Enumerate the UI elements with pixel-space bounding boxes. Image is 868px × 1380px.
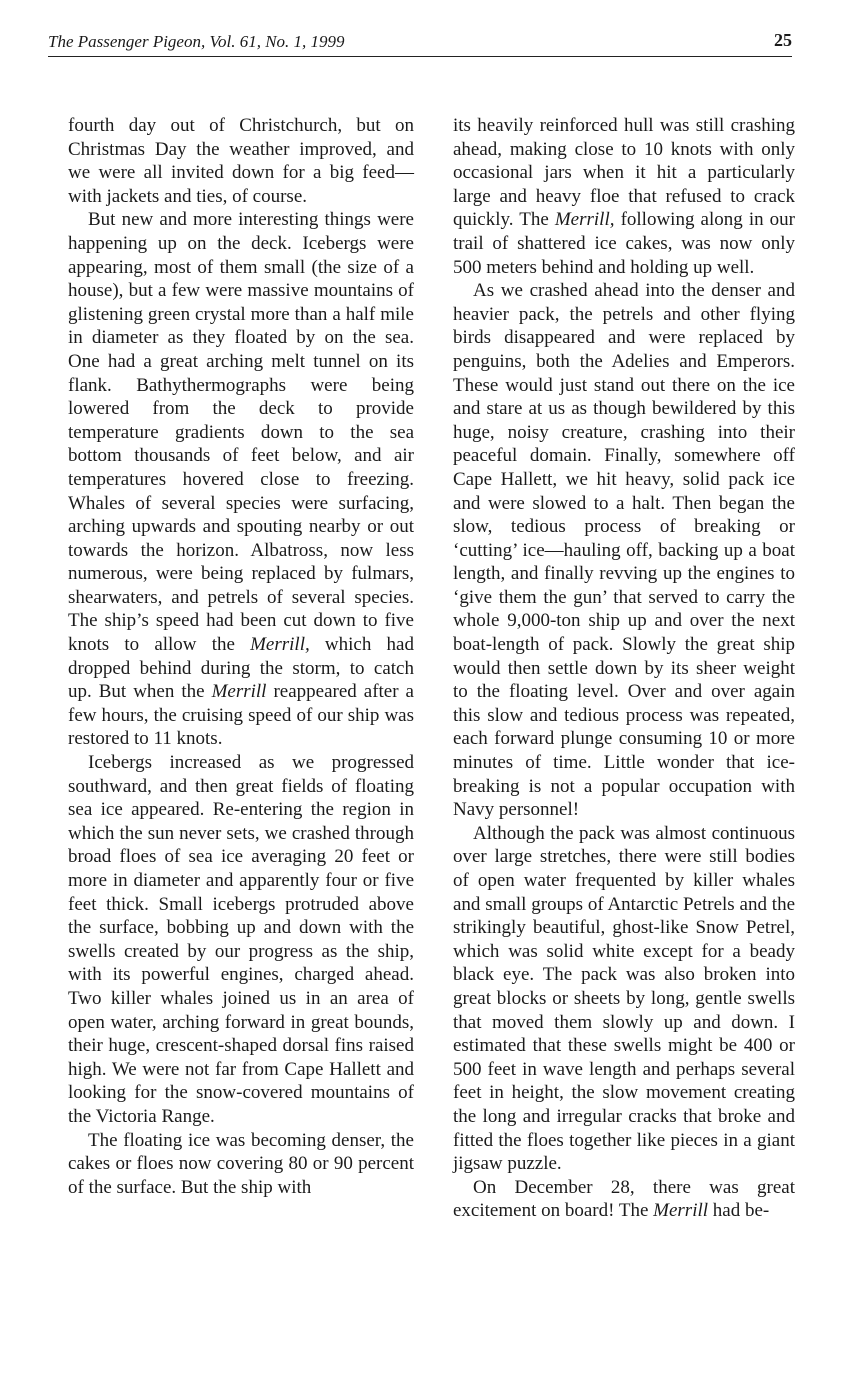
paragraph: The floating ice was becoming denser, the cakes or floes now covering 80 or 90 percent of the surface. But the ship with [68, 1129, 414, 1198]
ship-name: Merrill, [554, 209, 615, 231]
left-column [68, 114, 414, 1199]
right-column [453, 114, 795, 1223]
ship-name: Merrill, [250, 634, 310, 656]
paragraph: its heavily reinforced hull was still crashing ahead, making close to 10 knots with only occasional jars when it hit a particularly large and heavy floe that refused to crack quickly. The Merrill, following along in our trail of shattered ice cakes, was now only 500 meters behind and holding up well. [453, 115, 796, 278]
paragraph: As we crashed ahead into the denser and heavier pack, the petrels and other flying birds disappeared and were replaced by penguins, both the Adelies and Emperors. These would just stand out there on the ice and stare at us as though bewildered by this huge, noisy creature, crashing into their peaceful domain. Finally, somewhere off Cape Hallett, we hit heavy, solid pack ice and were slowed to a halt. Then began the slow, tedious process of breaking or ‘cutting’ ice—hauling off, backing up a boat length, and finally revving up the engines to ‘give them the gun’ that served to carry the whole 9,000-ton ship up and over the next boat-length of pack. Slowly the great ship would then settle down by its sheer weight to the floating level. Over and over again this slow and tedious process was repeated, each forward plunge consuming 10 or more minutes of time. Little wonder that ice-breaking is not a popular occupation with Navy personnel! [453, 280, 795, 821]
running-head [48, 30, 792, 57]
paragraph: But new and more interesting things were happening up on the deck. Icebergs were appearing, most of them small (the size of a house), but a few were massive mountains of glistening green crystal more than a half mile in diameter as they floated by on the sea. One had a great arching melt tunnel on its flank. Bathythermographs were being lowered from the deck to provide temperature gradients down to the sea bottom thousands of feet below, and air temperatures hovered close to freezing. Whales of several species were surfacing, arching upwards and spouting nearby or out towards the horizon. Albatross, now less numerous, were being replaced by fulmars, shearwaters, and petrels of several species. The ship’s speed had been cut down to five knots to allow the Merrill, which had dropped behind during the storm, to catch up. But when the Merrill reappeared after a few hours, the cruising speed of our ship was restored to 11 knots. [68, 209, 414, 750]
journal-citation: The Passenger Pigeon, Vol. 61, No. 1, 1999 [48, 32, 345, 51]
page-number: 25 [774, 30, 792, 50]
paragraph: Icebergs increased as we progressed southward, and then great fields of floating sea ice appeared. Re-entering the region in which the sun never sets, we crashed through broad floes of sea ice averaging 20 feet or more in diameter and apparently four or five feet thick. Small icebergs protruded above the surface, bobbing up and down with the swells created by our progress as the ship, with its powerful engines, charged ahead. Two killer whales joined us in an area of open water, arching forward in great bounds, their huge, crescent-shaped dorsal fins raised high. We were not far from Cape Hallett and looking for the snow-covered mountains of the Victoria Range. [68, 752, 414, 1127]
ship-name: Merrill [211, 681, 267, 703]
paragraph: On December 28, there was great excitement on board! The Merrill had be- [453, 1176, 795, 1222]
paragraph: Although the pack was almost continuous over large stretches, there were still bodies of open water frequented by killer whales and small groups of Antarctic Petrels and the strikingly beautiful, ghost-like Snow Petrel, which was solid white except for a beady black eye. The pack was also broken into great blocks or sheets by long, gentle swells that moved them slowly up and down. I estimated that these swells might be 400 or 500 feet in wave length and perhaps several feet in height, the slow movement creating the long and irregular cracks that broke and fitted the floes together like pieces in a giant jigsaw puzzle. [453, 822, 795, 1175]
ship-name: Merrill [653, 1200, 709, 1222]
paragraph: fourth day out of Christchurch, but on Christmas Day the weather improved, and we were all invited down for a big feed—with jackets and ties, of course. [68, 115, 414, 207]
